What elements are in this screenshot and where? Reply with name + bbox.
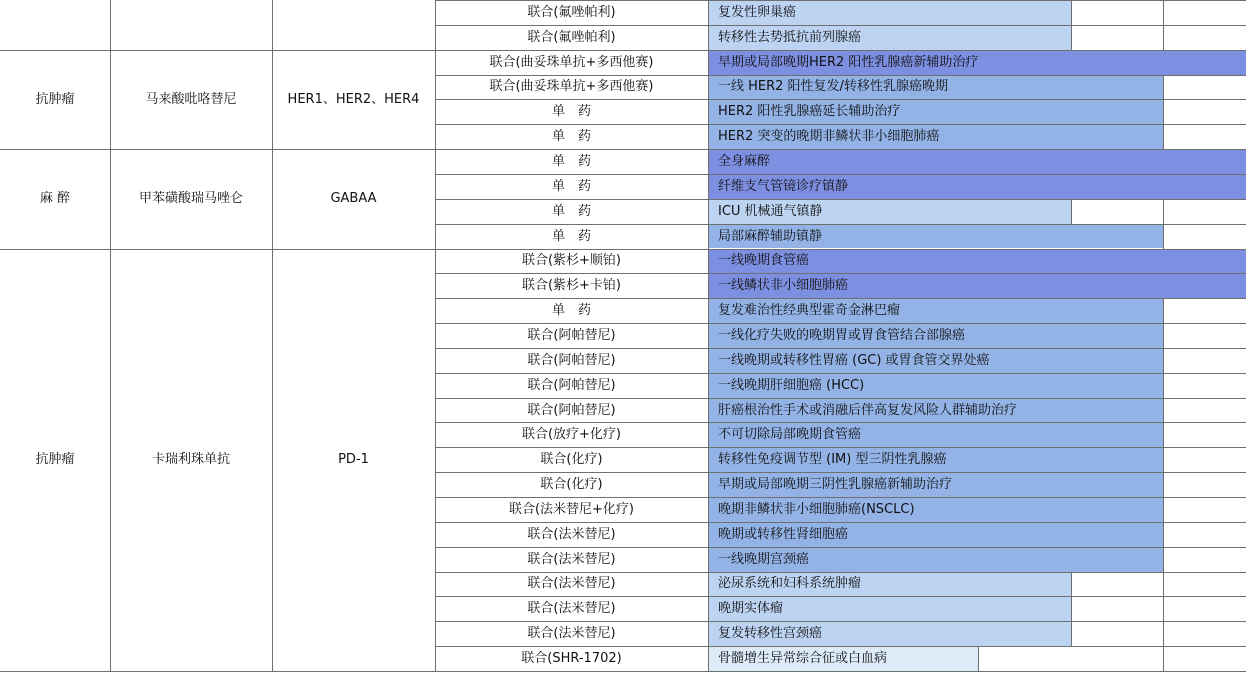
regimen-cell: 联合(氟唑帕利) — [527, 4, 616, 20]
column-divider — [1163, 522, 1164, 547]
column-divider — [272, 0, 273, 671]
regimen-cell: 联合(法米替尼+化疗) — [508, 501, 635, 517]
regimen-cell: 联合(曲妥珠单抗+多西他赛) — [489, 79, 654, 95]
column-divider — [1071, 0, 1072, 25]
indication-cell: 一线晚期或转移性胃癌 (GC) 或胃食管交界处癌 — [718, 352, 990, 368]
row-divider — [435, 398, 1246, 399]
regimen-cell: 联合(SHR-1702) — [521, 651, 622, 667]
column-divider — [1163, 398, 1164, 423]
indication-cell: 早期或局部晚期三阴性乳腺癌新辅助治疗 — [718, 477, 953, 493]
column-divider — [1163, 224, 1164, 249]
column-divider — [1071, 199, 1072, 224]
indication-cell: 晚期或转移性肾细胞癌 — [718, 526, 849, 542]
row-divider — [435, 298, 1246, 299]
column-divider — [978, 646, 979, 671]
row-divider — [435, 422, 1246, 423]
group-category-cell: 麻 醉 — [39, 191, 71, 207]
regimen-cell: 单 药 — [551, 203, 591, 219]
regimen-cell: 联合(法米替尼) — [527, 601, 616, 617]
column-divider — [1163, 99, 1164, 124]
indication-cell: 复发转移性宫颈癌 — [718, 626, 823, 642]
row-divider — [435, 25, 1246, 26]
indication-cell: 局部麻醉辅助镇静 — [718, 228, 823, 244]
row-divider — [0, 50, 1246, 51]
indication-cell: 肝癌根治性手术或消融后伴高复发风险人群辅助治疗 — [718, 402, 1018, 418]
regimen-cell: 联合(法米替尼) — [527, 626, 616, 642]
row-divider — [0, 149, 1246, 150]
row-divider — [435, 0, 1246, 1]
column-divider — [1163, 497, 1164, 522]
group-target-cell: PD-1 — [338, 452, 369, 468]
column-divider — [435, 0, 436, 671]
row-divider — [435, 273, 1246, 274]
column-divider — [1163, 0, 1164, 25]
regimen-cell: 联合(曲妥珠单抗+多西他赛) — [489, 54, 654, 70]
column-divider — [1163, 447, 1164, 472]
regimen-cell: 联合(放疗+化疗) — [521, 427, 622, 443]
column-divider — [1163, 323, 1164, 348]
row-divider — [435, 472, 1246, 473]
column-divider — [1071, 596, 1072, 621]
indication-cell: 不可切除局部晚期食管癌 — [718, 427, 862, 443]
group-target-cell: GABAA — [330, 191, 377, 207]
indication-cell: 一线 HER2 阳性复发/转移性乳腺癌晚期 — [718, 79, 948, 95]
group-category-cell — [0, 0, 110, 50]
group-drug-cell: 卡瑞利珠单抗 — [151, 452, 230, 468]
regimen-cell: 单 药 — [551, 104, 591, 120]
indication-cell: 复发难治性经典型霍奇金淋巴瘤 — [718, 303, 901, 319]
row-divider — [435, 373, 1246, 374]
row-divider — [435, 348, 1246, 349]
column-divider — [1163, 472, 1164, 497]
regimen-cell: 联合(阿帕替尼) — [527, 377, 616, 393]
group-target-cell: HER1、HER2、HER4 — [287, 91, 420, 107]
regimen-cell: 单 药 — [551, 178, 591, 194]
group-drug-cell: 马来酸吡咯替尼 — [145, 91, 237, 107]
indication-cell: 一线晚期宫颈癌 — [718, 551, 810, 567]
row-divider — [435, 199, 1246, 200]
indication-cell: 泌尿系统和妇科系统肿瘤 — [718, 576, 862, 592]
regimen-cell: 联合(紫杉+卡铂) — [521, 278, 622, 294]
column-divider — [1163, 621, 1164, 646]
regimen-cell: 联合(法米替尼) — [527, 551, 616, 567]
group-category-cell: 抗肿瘤 — [35, 91, 75, 107]
group-target-cell — [272, 0, 435, 50]
regimen-cell: 联合(紫杉+顺铂) — [521, 253, 622, 269]
indication-cell: 晚期实体瘤 — [718, 601, 784, 617]
column-divider — [1163, 572, 1164, 597]
regimen-cell: 单 药 — [551, 129, 591, 145]
row-divider — [0, 671, 1246, 672]
indication-cell: 早期或局部晚期HER2 阳性乳腺癌新辅助治疗 — [718, 54, 979, 70]
column-divider — [1163, 373, 1164, 398]
indication-cell: 转移性免疫调节型 (IM) 型三阴性乳腺癌 — [718, 452, 947, 468]
group-drug-cell — [110, 0, 272, 50]
row-divider — [435, 522, 1246, 523]
regimen-cell: 联合(阿帕替尼) — [527, 327, 616, 343]
column-divider — [1163, 348, 1164, 373]
column-divider — [1163, 596, 1164, 621]
indication-cell: 一线晚期食管癌 — [718, 253, 810, 269]
indication-cell: 转移性去势抵抗前列腺癌 — [718, 29, 862, 45]
column-divider — [1163, 25, 1164, 50]
row-divider — [435, 75, 1246, 76]
column-divider — [1163, 199, 1164, 224]
column-divider — [1071, 572, 1072, 597]
regimen-cell: 联合(化疗) — [540, 452, 603, 468]
row-divider — [435, 174, 1246, 175]
row-divider — [435, 447, 1246, 448]
indication-cell: 复发性卵巢癌 — [718, 4, 797, 20]
indication-cell: 一线鳞状非小细胞肺癌 — [718, 278, 849, 294]
row-divider — [435, 596, 1246, 597]
regimen-cell: 联合(阿帕替尼) — [527, 352, 616, 368]
regimen-cell: 单 药 — [551, 154, 591, 170]
regimen-cell: 联合(化疗) — [540, 477, 603, 493]
indication-cell: 骨髓增生异常综合征或白血病 — [718, 651, 888, 667]
indication-cell: HER2 阳性乳腺癌延长辅助治疗 — [718, 104, 901, 120]
indication-cell: 一线晚期肝细胞癌 (HCC) — [718, 377, 865, 393]
row-divider — [435, 323, 1246, 324]
indication-cell: 晚期非鳞状非小细胞肺癌(NSCLC) — [718, 501, 915, 517]
row-divider — [435, 497, 1246, 498]
column-divider — [1163, 422, 1164, 447]
regimen-cell: 联合(氟唑帕利) — [527, 29, 616, 45]
regimen-cell: 单 药 — [551, 303, 591, 319]
row-divider — [435, 124, 1246, 125]
row-divider — [435, 547, 1246, 548]
column-divider — [1071, 621, 1072, 646]
group-drug-cell: 甲苯磺酸瑞马唑仑 — [138, 191, 243, 207]
indication-cell: 全身麻醉 — [718, 154, 771, 170]
row-divider — [435, 621, 1246, 622]
column-divider — [708, 0, 709, 671]
indication-cell: ICU 机械通气镇静 — [718, 203, 823, 219]
column-divider — [1163, 124, 1164, 149]
regimen-cell: 单 药 — [551, 228, 591, 244]
group-category-cell: 抗肿瘤 — [35, 452, 75, 468]
row-divider — [435, 99, 1246, 100]
column-divider — [1071, 25, 1072, 50]
indication-cell: 一线化疗失败的晚期胃或胃食管结合部腺癌 — [718, 327, 966, 343]
column-divider — [110, 0, 111, 671]
indication-cell: HER2 突变的晚期非鳞状非小细胞肺癌 — [718, 129, 940, 145]
column-divider — [1163, 547, 1164, 572]
row-divider — [435, 572, 1246, 573]
indication-cell: 纤维支气管镜诊疗镇静 — [718, 178, 849, 194]
regimen-cell: 联合(法米替尼) — [527, 576, 616, 592]
row-divider — [435, 224, 1246, 225]
column-divider — [1163, 75, 1164, 100]
regimen-cell: 联合(阿帕替尼) — [527, 402, 616, 418]
row-divider — [0, 249, 1246, 250]
column-divider — [1163, 646, 1164, 671]
column-divider — [1163, 298, 1164, 323]
row-divider — [435, 646, 1246, 647]
regimen-cell: 联合(法米替尼) — [527, 526, 616, 542]
